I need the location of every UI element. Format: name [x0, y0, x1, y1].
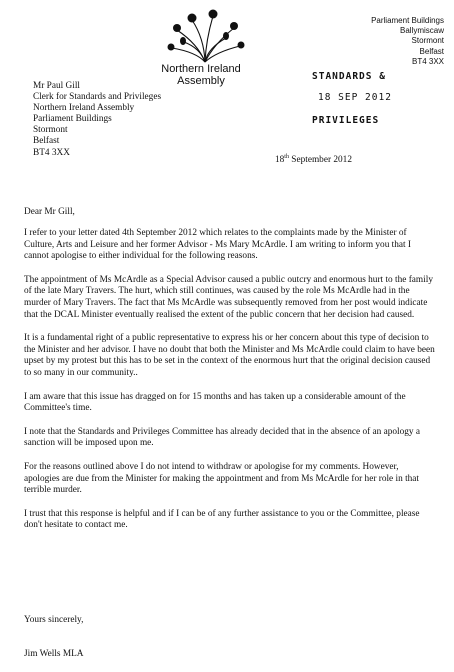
body-paragraph: I refer to your letter dated 4th September 2012 which relates to the complaints made by the Minister of Culture, Arts and Leisure and her former Advisor - Ms Mary McArdle. I am writing to inform you that I cannot apologise to either individual for the following reasons.: [24, 228, 412, 262]
body-paragraph: It is a fundamental right of a public representative to express his or her concern about this type of decision to the Minister and her advisor. I have no doubt that both the Minister and Ms McArdle could claim to have been upset by my protest but this has to be set in the context of the enormous hurt that the original decision caused to so many in our community..: [24, 333, 435, 378]
date-rest: September 2012: [288, 155, 352, 166]
date-day: 18: [275, 155, 285, 166]
sender-address-line: Ballymiscaw: [399, 26, 444, 36]
flax-flower-emblem-icon: [150, 8, 260, 64]
closing: Yours sincerely,: [24, 615, 84, 625]
stamp-line-standards: STANDARDS &: [312, 71, 386, 82]
sender-address-line: Parliament Buildings: [371, 16, 444, 25]
recipient-address: [33, 81, 161, 159]
organisation-name-line2: Assembly: [177, 75, 225, 87]
letter-body: [24, 228, 436, 544]
recipient-line: BT4 3XX: [33, 147, 70, 158]
sender-address-line: BT4 3XX: [411, 56, 444, 66]
recipient-line: Mr Paul Gill: [33, 81, 81, 91]
body-paragraph: For the reasons outlined above I do not intend to withdraw or apologise for my comments. However, apologies are due from the Minister for making the appointment and from Ms McArdle for her role in that terrible murder.: [24, 461, 420, 496]
recipient-line: Belfast: [33, 136, 60, 147]
salutation: Dear Mr Gill,: [24, 207, 75, 217]
body-paragraph: I am aware that this issue has dragged on for 15 months and has taken up a considerable amount of the Committee's time.: [24, 391, 406, 414]
body-paragraph: The appointment of Ms McArdle as a Special Advisor caused a public outcry and enormous hurt to the family of the late Mary Travers. The hurt, which still continues, was caused by the role Ms McArdle had in the murder of Mary Travers. The fact that Ms McArdle was subsequently removed from her post would indicate that the DCAL Minister eventually realised the extent of the public concern that her decision had caused.: [24, 274, 433, 320]
stamp-line-privileges: PRIVILEGES: [312, 115, 380, 126]
letter-date: [275, 154, 352, 165]
body-paragraph: I note that the Standards and Privileges Committee has already decided that in the absence of an apology a sanction will be imposed upon me.: [24, 426, 421, 449]
recipient-line: Stormont: [33, 125, 68, 136]
signature-name: Jim Wells MLA: [24, 649, 84, 659]
sender-address: [371, 16, 444, 67]
stamp-date: 18 SEP 2012: [318, 92, 392, 103]
sender-address-line: Belfast: [419, 46, 444, 56]
recipient-line: Parliament Buildings: [33, 114, 112, 125]
date-suffix: th: [284, 154, 289, 160]
organisation-name: [148, 63, 254, 87]
assembly-logo: [150, 8, 260, 64]
organisation-name-line1: Northern Ireland: [161, 63, 241, 75]
recipient-line: Clerk for Standards and Privileges: [33, 92, 162, 103]
received-stamp: [312, 71, 392, 126]
sender-address-line: Stormont: [411, 36, 444, 46]
body-paragraph: I trust that this response is helpful and if I can be of any further assistance to you or the Committee, please don't hesitate to contact me.: [24, 508, 420, 531]
recipient-line: Northern Ireland Assembly: [33, 103, 135, 114]
